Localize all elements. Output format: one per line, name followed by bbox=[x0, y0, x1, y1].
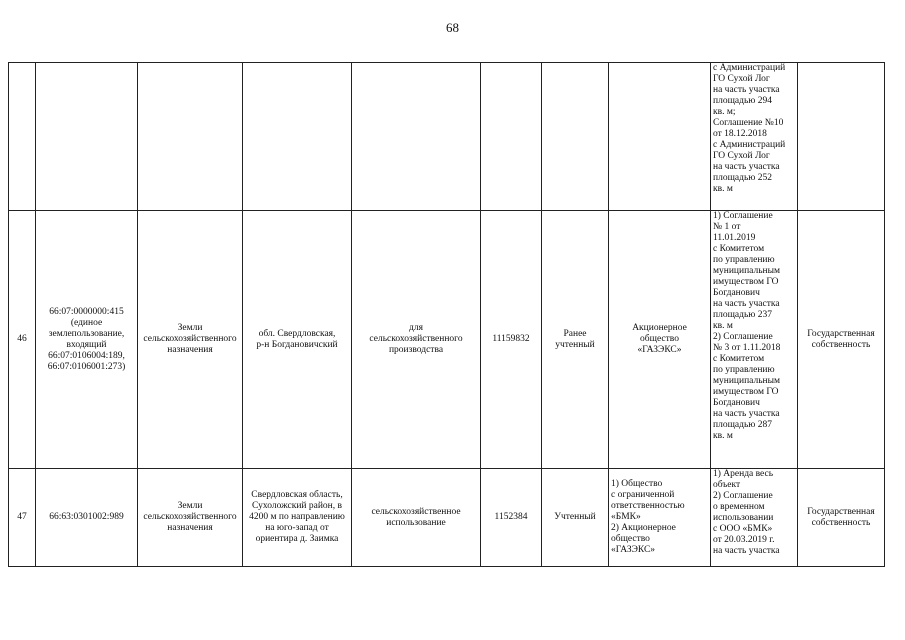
cadastral-number-cell bbox=[36, 63, 138, 211]
table-row bbox=[9, 211, 885, 469]
area-cell bbox=[481, 63, 542, 211]
rights-holder-cell bbox=[609, 63, 711, 211]
land-registry-table bbox=[8, 62, 885, 567]
registration-status-cell: Учтенный bbox=[542, 469, 609, 567]
area-cell: 1152384 bbox=[481, 469, 542, 567]
address-cell bbox=[243, 63, 352, 211]
address-cell: обл. Свердловская, р-н Богдановичский bbox=[243, 211, 352, 469]
row-number-cell: 47 bbox=[9, 469, 36, 567]
cadastral-number-cell: 66:63:0301002:989 bbox=[36, 469, 138, 567]
permitted-use-cell: сельскохозяйственное использование bbox=[352, 469, 481, 567]
registration-status-cell bbox=[542, 63, 609, 211]
table-row bbox=[9, 469, 885, 567]
page-number: 68 bbox=[446, 20, 459, 35]
agreements-cell: с Администраций ГО Сухой Лог на часть участка площадью 294 кв. м; Соглашение №10 от 18.12.2018 с Администраций ГО Сухой Лог на часть участка площадью 252 кв. м bbox=[711, 63, 798, 211]
land-category-cell: Земли сельскохозяйственного назначения bbox=[138, 469, 243, 567]
cadastral-number-cell: 66:07:0000000:415 (единое землепользование, входящий 66:07:0106004:189, 66:07:0106001:273) bbox=[36, 211, 138, 469]
permitted-use-cell: для сельскохозяйственного производства bbox=[352, 211, 481, 469]
ownership-cell bbox=[798, 63, 885, 211]
agreements-cell: 1) Соглашение № 1 от 11.01.2019 с Комитетом по управлению муниципальным имуществом ГО Богданович на часть участка площадью 237 кв. м 2) Соглашение № 3 от 1.11.2018 с Комитетом по управлению муниципальным имуществом ГО Богданович на часть участка площадью 287 кв. м bbox=[711, 211, 798, 469]
registration-status-cell: Ранее учтенный bbox=[542, 211, 609, 469]
ownership-cell: Государственная собственность bbox=[798, 211, 885, 469]
address-cell: Свердловская область, Сухоложский район, в 4200 м по направлению на юго-запад от ориентира д. Заимка bbox=[243, 469, 352, 567]
land-category-cell: Земли сельскохозяйственного назначения bbox=[138, 211, 243, 469]
row-number-cell: 46 bbox=[9, 211, 36, 469]
ownership-cell: Государственная собственность bbox=[798, 469, 885, 567]
agreements-cell: 1) Аренда весь объект 2) Соглашение о временном использовании с ООО «БМК» от 20.03.2019 г. на часть участка bbox=[711, 469, 798, 567]
rights-holder-cell: Акционерное общество «ГАЗЭКС» bbox=[609, 211, 711, 469]
table-row bbox=[9, 63, 885, 211]
permitted-use-cell bbox=[352, 63, 481, 211]
land-category-cell bbox=[138, 63, 243, 211]
rights-holder-cell: 1) Общество с ограниченной ответственностью «БМК» 2) Акционерное общество «ГАЗЭКС» bbox=[609, 469, 711, 567]
area-cell: 11159832 bbox=[481, 211, 542, 469]
row-number-cell bbox=[9, 63, 36, 211]
